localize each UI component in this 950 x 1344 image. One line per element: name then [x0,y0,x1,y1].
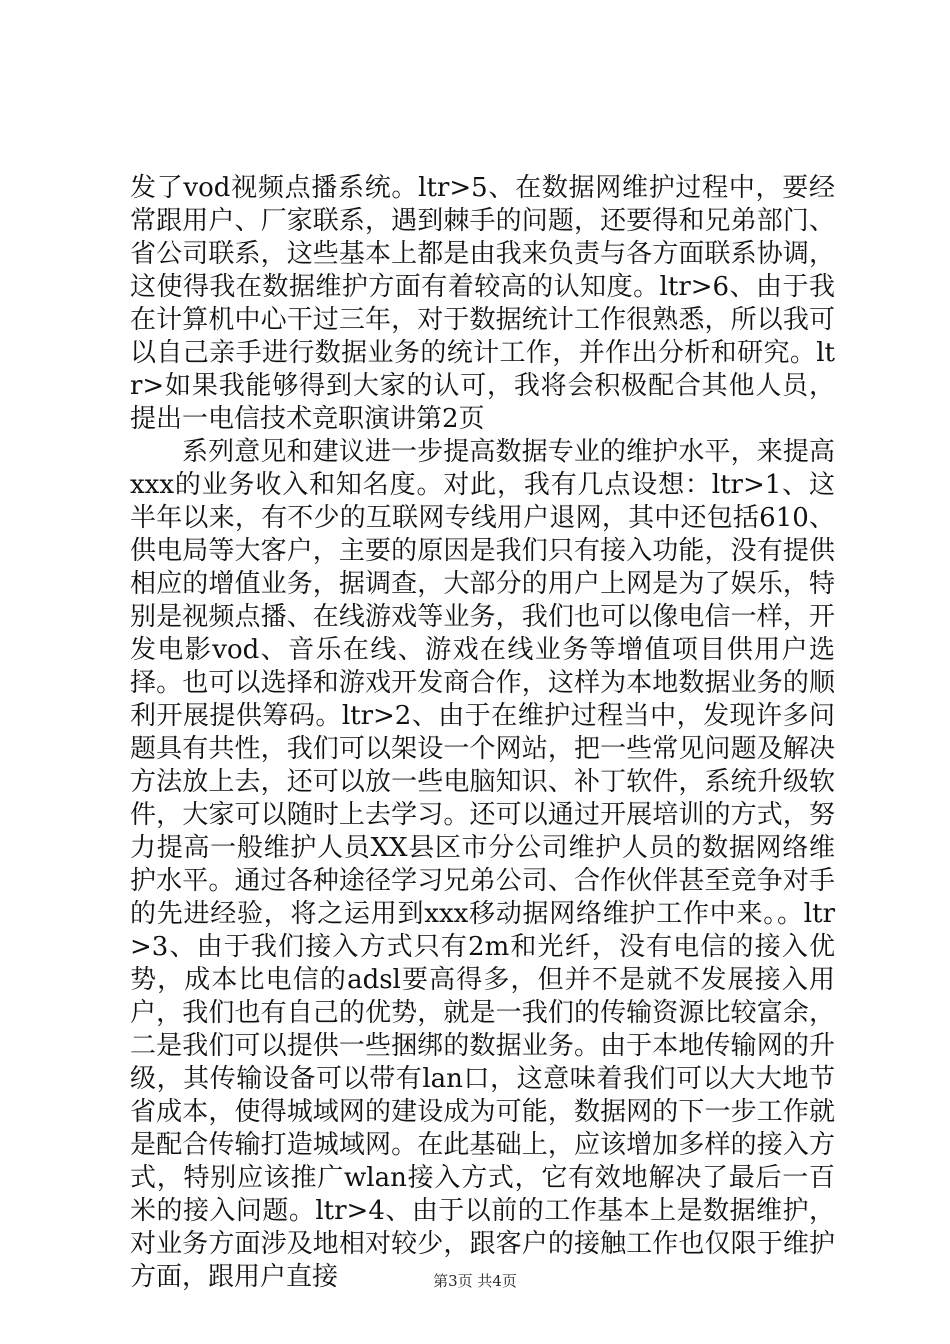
paragraph-1: 发了vod视频点播系统。ltr>5、在数据网维护过程中，要经常跟用户、厂家联系，遇到棘手的问题，还要得和兄弟部门、省公司联系，这些基本上都是由我来负责与各方面联系协调，这使得我在数据维护方面有着较高的认知度。ltr>6、由于我在计算机中心干过三年，对于数据统计工作很熟悉，所以我可以自己亲手进行数据业务的统计工作，并作出分析和研究。ltr>如果我能够得到大家的认可，我将会积极配合其他人员，提出一电信技术竞职演讲第2页 [130,173,835,434]
document-body [130,172,835,1294]
page-footer: 第3页 共4页 [433,1272,517,1290]
paragraph-2: 系列意见和建议进一步提高数据专业的维护水平，来提高xxx的业务收入和知名度。对此，我有几点设想：ltr>1、这半年以来，有不少的互联网专线用户退网，其中还包括610、供电局等大客户，主要的原因是我们只有接入功能，没有提供相应的增值业务，据调查，大部分的用户上网是为了娱乐，特别是视频点播、在线游戏等业务，我们也可以像电信一样，开发电影vod、音乐在线、游戏在线业务等增值项目供用户选择。也可以选择和游戏开发商合作，这样为本地数据业务的顺利开展提供筹码。ltr>2、由于在维护过程当中，发现许多问题具有共性，我们可以架设一个网站，把一些常见问题及解决方法放上去，还可以放一些电脑知识、补丁软件，系统升级软件，大家可以随时上去学习。还可以通过开展培训的方式，努力提高一般维护人员XX县区市分公司维护人员的数据网络维护水平。通过各种途径学习兄弟公司、合作伙伴甚至竞争对手的先进经验，将之运用到xxx移动据网络维护工作中来。。ltr>3、由于我们接入方式只有2m和光纤，没有电信的接入优势，成本比电信的adsl要高得多，但并不是就不发展接入用户，我们也有自己的优势，就是一我们的传输资源比较富余，二是我们可以提供一些捆绑的数据业务。由于本地传输网的升级，其传输设备可以带有lan口，这意味着我们可以大大地节省成本，使得城域网的建设成为可能，数据网的下一步工作就是配合传输打造城域网。在此基础上，应该增加多样的接入方式，特别应该推广wlan接入方式，它有效地解决了最后一百米的接入问题。ltr>4、由于以前的工作基本上是数据维护，对业务方面涉及地相对较少，跟客户的接触工作也仅限于维护方面，跟用户直接 [130,437,835,1292]
